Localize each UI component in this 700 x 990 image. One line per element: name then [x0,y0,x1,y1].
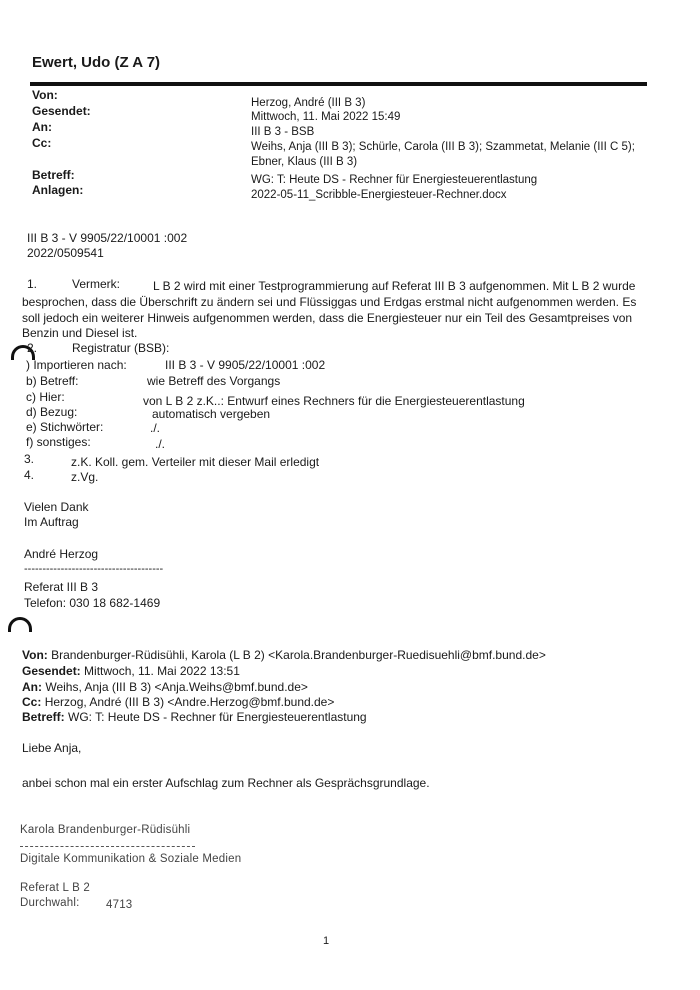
signature-name: André Herzog [24,547,99,561]
fwd-signature-name: Karola Brandenburger-Rüdisühli [20,824,191,836]
fwd-to-value: Weihs, Anja (III B 3) <Anja.Weihs@bmf.bund.de> [45,680,308,694]
fwd-from-row [22,648,546,662]
page-number: 1 [323,935,330,947]
signature-unit: Referat III B 3 [24,580,99,594]
subject-value: WG: T: Heute DS - Rechner für Energiesteuerentlastung [251,174,538,186]
item-3-number: 3. [24,452,35,466]
signature-phone: Telefon: 030 18 682-1469 [24,596,161,610]
sub-c-value: von L B 2 z.K..: Entwurf eines Rechners für die Energiesteuerentlastung [143,394,525,408]
to-value: III B 3 - BSB [251,126,315,138]
fwd-message: anbei schon mal ein erster Aufschlag zum Rechner als Gesprächsgrundlage. [22,776,430,790]
fwd-to-label: An: [22,680,42,694]
fwd-sent-value: Mittwoch, 11. Mai 2022 13:51 [84,664,240,678]
sub-c-label: c) Hier: [26,390,65,404]
sub-f-value: ./. [155,437,166,451]
fwd-greeting: Liebe Anja, [22,741,82,755]
sub-a-value: III B 3 - V 9905/22/10001 :002 [165,358,326,372]
fwd-signature-dept: Digitale Kommunikation & Soziale Medien [20,853,242,865]
item-2-number: 2. [27,341,38,355]
sub-a-label: ) Importieren nach: [26,358,127,372]
sub-f-label: f) sonstiges: [26,435,91,449]
sub-e-value: ./. [150,421,161,435]
document-owner-name: Ewert, Udo (Z A 7) [32,54,161,71]
from-value: Herzog, André (III B 3) [251,97,366,109]
cc-value-continued: Ebner, Klaus (III B 3) [251,156,358,168]
fwd-signature-unit: Referat L B 2 [20,882,90,894]
from-label: Von: [32,88,58,102]
item-1-text-line: besprochen, dass die Überschrift zu ändern sei und Flüssiggas und Erdgas erstmal nicht aufgenommen werden. Es [22,295,637,309]
sub-e-label: e) Stichwörter: [26,420,104,434]
document-number: 2022/0509541 [27,246,104,260]
subject-label: Betreff: [32,168,75,182]
closing-order: Im Auftrag [24,515,79,529]
reference-number: III B 3 - V 9905/22/10001 :002 [27,231,188,245]
fwd-sent-label: Gesendet: [22,664,81,678]
sub-d-label: d) Bezug: [26,405,78,419]
fwd-from-label: Von: [22,648,48,662]
sub-b-value: wie Betreff des Vorgangs [147,374,281,388]
attachment-file[interactable]: 2022-05-11_Scribble-Energiesteuer-Rechner.docx [251,189,507,201]
item-4-number: 4. [24,468,35,482]
fwd-cc-row [22,695,334,709]
fwd-signature-divider [20,846,195,847]
fwd-subject-value: WG: T: Heute DS - Rechner für Energiesteuerentlastung [68,710,367,724]
fwd-cc-value: Herzog, André (III B 3) <Andre.Herzog@bmf.bund.de> [44,695,335,709]
fwd-durchwahl-value: 4713 [106,899,133,911]
fwd-from-value: Brandenburger-Rüdisühli, Karola (L B 2) <Karola.Brandenburger-Ruedisuehli@bmf.bund.de> [51,648,546,662]
sub-d-value: automatisch vergeben [152,407,271,421]
punch-mark [8,617,32,632]
item-1-text-line: Benzin und Diesel ist. [22,326,138,340]
item-3-text: z.K. Koll. gem. Verteiler mit dieser Mail erledigt [71,455,320,469]
item-1-text-line: soll jedoch ein weiterer Hinweis aufgenommen werden, dass die Energiesteuer nur ein Teil des Gesamtpreises von [22,311,633,325]
sub-b-label: b) Betreff: [26,374,79,388]
sent-value: Mittwoch, 11. Mai 2022 15:49 [251,111,401,123]
item-4-text: z.Vg. [71,470,99,484]
signature-separator: -------------------------------------- [24,563,164,575]
item-1-text-line: L B 2 wird mit einer Testprogrammierung auf Referat III B 3 aufgenommen. Mit L B 2 wurde [153,279,636,293]
attachments-label: Anlagen: [32,183,84,197]
item-2-label: Registratur (BSB): [72,341,170,355]
cc-label: Cc: [32,136,52,150]
sent-label: Gesendet: [32,104,91,118]
fwd-to-row [22,680,308,694]
fwd-subject-row [22,710,367,724]
item-1-number: 1. [27,277,38,291]
closing-thanks: Vielen Dank [24,500,89,514]
fwd-durchwahl-label: Durchwahl: [20,897,80,909]
to-label: An: [32,120,52,134]
item-1-label: Vermerk: [72,277,121,291]
fwd-subject-label: Betreff: [22,710,65,724]
fwd-cc-label: Cc: [22,695,42,709]
cc-value: Weihs, Anja (III B 3); Schürle, Carola (III B 3); Szammetat, Melanie (III C 5); [251,141,635,153]
header-divider [30,82,647,86]
fwd-sent-row [22,664,240,678]
